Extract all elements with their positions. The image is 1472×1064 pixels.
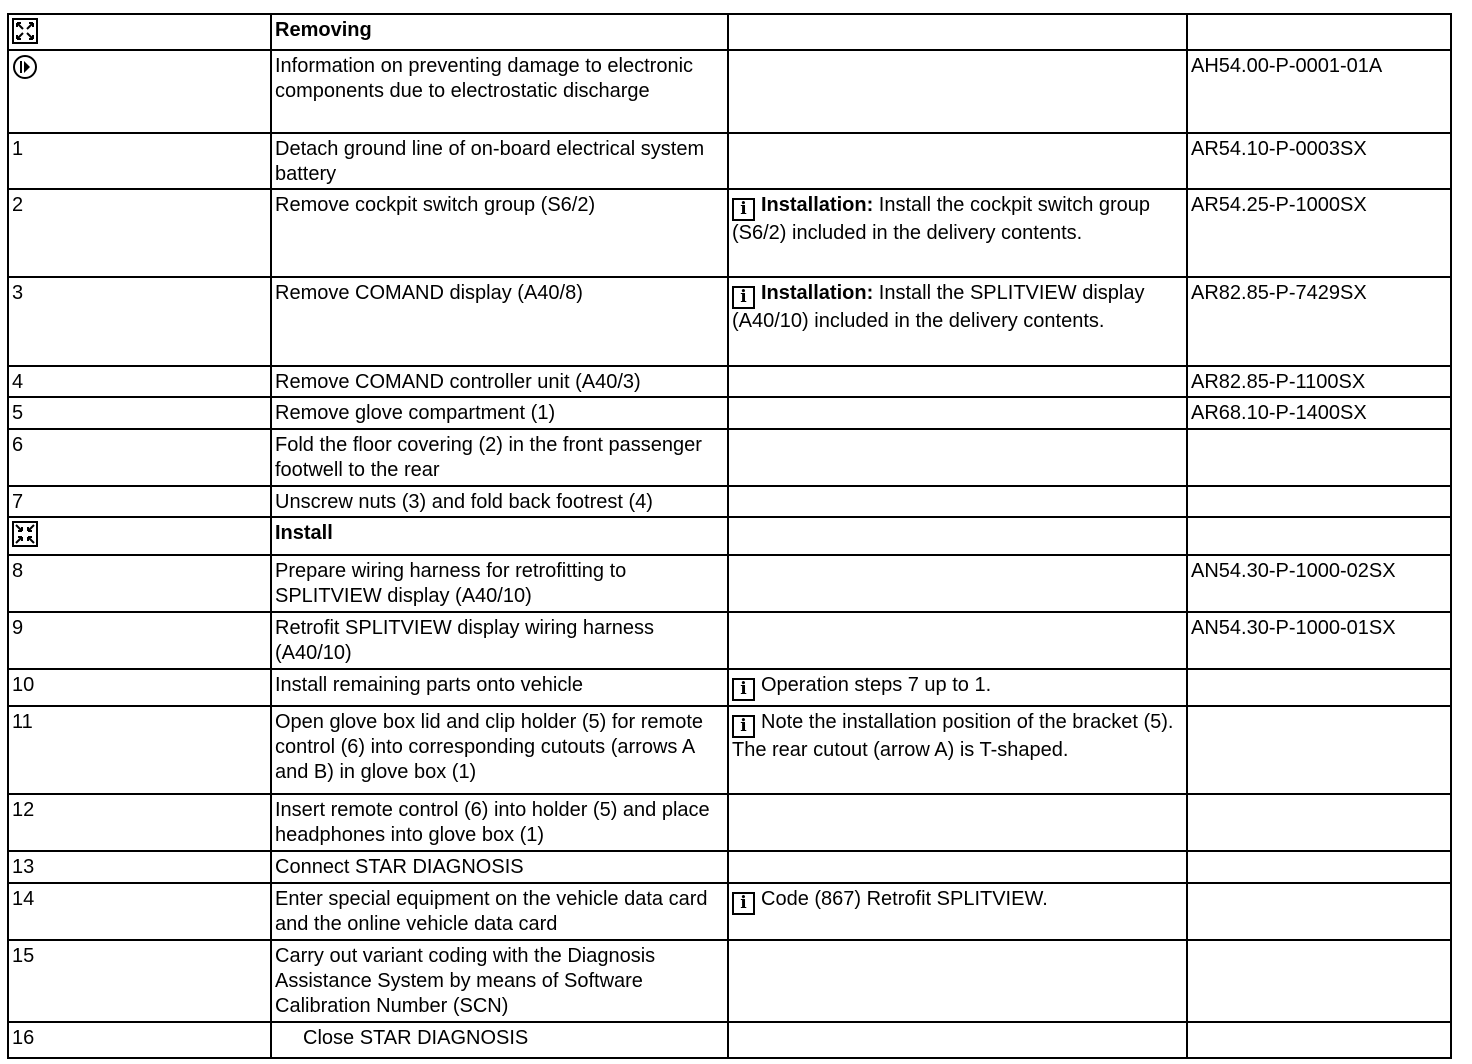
reference-cell: AN54.30-P-1000-02SX <box>1187 555 1451 612</box>
note-text: Install the cockpit switch group (S6/2) included in the delivery contents. <box>732 194 1151 244</box>
table-row <box>8 397 1451 429</box>
operation-cell: Connect STAR DIAGNOSIS <box>271 851 728 883</box>
step-number: 12 <box>8 794 271 851</box>
reference-cell: AH54.00-P-0001-01A <box>1187 50 1451 133</box>
table-row <box>8 612 1451 669</box>
note-cell <box>728 669 1187 706</box>
step-number: 10 <box>8 669 271 706</box>
step-number: 11 <box>8 706 271 794</box>
table-row <box>8 555 1451 612</box>
reference-cell <box>1187 517 1451 555</box>
operation-cell: Remove COMAND display (A40/8) <box>271 277 728 366</box>
note-cell <box>728 794 1187 851</box>
step-cell <box>8 14 271 50</box>
reference-cell: AR82.85-P-7429SX <box>1187 277 1451 366</box>
section-title: Removing <box>271 14 728 50</box>
note-text: Operation steps 7 up to 1. <box>761 674 992 696</box>
note-cell <box>728 1022 1187 1058</box>
step-number: 15 <box>8 940 271 1022</box>
step-number: 2 <box>8 189 271 277</box>
note-cell <box>728 397 1187 429</box>
note-cell <box>728 517 1187 555</box>
note-cell <box>728 366 1187 397</box>
reference-cell <box>1187 940 1451 1022</box>
table-row <box>8 940 1451 1022</box>
reference-cell <box>1187 486 1451 517</box>
note-label: Installation: <box>761 194 874 216</box>
reference-cell <box>1187 851 1451 883</box>
operation-cell: Insert remote control (6) into holder (5) and place headphones into glove box (1) <box>271 794 728 851</box>
table-row <box>8 851 1451 883</box>
reference-cell <box>1187 669 1451 706</box>
note-cell <box>728 883 1187 940</box>
step-number: 14 <box>8 883 271 940</box>
reference-cell: AR82.85-P-1100SX <box>1187 366 1451 397</box>
operation-cell: Retrofit SPLITVIEW display wiring harness (A40/10) <box>271 612 728 669</box>
note-cell <box>728 50 1187 133</box>
step-cell <box>8 517 271 555</box>
operation-text: Close STAR DIAGNOSIS <box>303 1027 529 1049</box>
operation-cell: Remove COMAND controller unit (A40/3) <box>271 366 728 397</box>
step-number: 5 <box>8 397 271 429</box>
table-row <box>8 277 1451 366</box>
step-cell <box>8 50 271 133</box>
operation-cell: Detach ground line of on-board electrical system battery <box>271 133 728 189</box>
step-number: 1 <box>8 133 271 189</box>
step-number: 4 <box>8 366 271 397</box>
operation-cell: Open glove box lid and clip holder (5) for remote control (6) into corresponding cutouts (arrows A and B) in glove box (1) <box>271 706 728 794</box>
note-cell <box>728 189 1187 277</box>
note-cell <box>728 14 1187 50</box>
table-row <box>8 429 1451 486</box>
reference-cell <box>1187 1022 1451 1058</box>
step-number: 7 <box>8 486 271 517</box>
remove-section-icon <box>12 18 38 44</box>
procedure-table <box>7 13 1452 1059</box>
note-cell <box>728 851 1187 883</box>
table-row <box>8 794 1451 851</box>
table-row <box>8 883 1451 940</box>
info-icon: i <box>732 198 755 221</box>
table-row <box>8 1022 1451 1058</box>
install-section-icon <box>12 521 38 547</box>
operation-cell: Carry out variant coding with the Diagnosis Assistance System by means of Software Calibration Number (SCN) <box>271 940 728 1022</box>
reference-cell <box>1187 883 1451 940</box>
operation-cell: Remove glove compartment (1) <box>271 397 728 429</box>
note-text: Install the SPLITVIEW display (A40/10) included in the delivery contents. <box>732 282 1145 332</box>
step-number: 6 <box>8 429 271 486</box>
info-icon: i <box>732 892 755 915</box>
note-text: Code (867) Retrofit SPLITVIEW. <box>761 888 1048 910</box>
reference-cell <box>1187 794 1451 851</box>
reference-cell <box>1187 706 1451 794</box>
note-label: Installation: <box>761 282 874 304</box>
note-cell <box>728 429 1187 486</box>
operation-cell: Information on preventing damage to electronic components due to electrostatic discharge <box>271 50 728 133</box>
note-cell <box>728 486 1187 517</box>
reference-cell <box>1187 429 1451 486</box>
table-row <box>8 366 1451 397</box>
table-row <box>8 486 1451 517</box>
note-cell <box>728 612 1187 669</box>
table-row <box>8 669 1451 706</box>
note-cell <box>728 133 1187 189</box>
note-text: Note the installation position of the bracket (5). The rear cutout (arrow A) is T-shaped. <box>732 711 1174 761</box>
table-row <box>8 189 1451 277</box>
operation-cell <box>271 1022 728 1058</box>
reference-cell: AR68.10-P-1400SX <box>1187 397 1451 429</box>
note-cell <box>728 706 1187 794</box>
reference-cell: AN54.30-P-1000-01SX <box>1187 612 1451 669</box>
table-row <box>8 517 1451 555</box>
step-number: 13 <box>8 851 271 883</box>
operation-cell: Unscrew nuts (3) and fold back footrest (4) <box>271 486 728 517</box>
info-icon: i <box>732 715 755 738</box>
reference-cell <box>1187 14 1451 50</box>
step-number: 16 <box>8 1022 271 1058</box>
info-icon: i <box>732 678 755 701</box>
esd-warning-icon <box>12 54 38 80</box>
operation-cell: Fold the floor covering (2) in the front passenger footwell to the rear <box>271 429 728 486</box>
operation-cell: Enter special equipment on the vehicle data card and the online vehicle data card <box>271 883 728 940</box>
info-icon: i <box>732 286 755 309</box>
step-number: 3 <box>8 277 271 366</box>
note-cell <box>728 940 1187 1022</box>
step-number: 8 <box>8 555 271 612</box>
operation-cell: Remove cockpit switch group (S6/2) <box>271 189 728 277</box>
table-row <box>8 50 1451 133</box>
note-cell <box>728 555 1187 612</box>
reference-cell: AR54.25-P-1000SX <box>1187 189 1451 277</box>
table-row <box>8 14 1451 50</box>
section-title: Install <box>271 517 728 555</box>
step-number: 9 <box>8 612 271 669</box>
reference-cell: AR54.10-P-0003SX <box>1187 133 1451 189</box>
operation-cell: Prepare wiring harness for retrofitting to SPLITVIEW display (A40/10) <box>271 555 728 612</box>
note-cell <box>728 277 1187 366</box>
table-row <box>8 133 1451 189</box>
operation-cell: Install remaining parts onto vehicle <box>271 669 728 706</box>
table-row <box>8 706 1451 794</box>
